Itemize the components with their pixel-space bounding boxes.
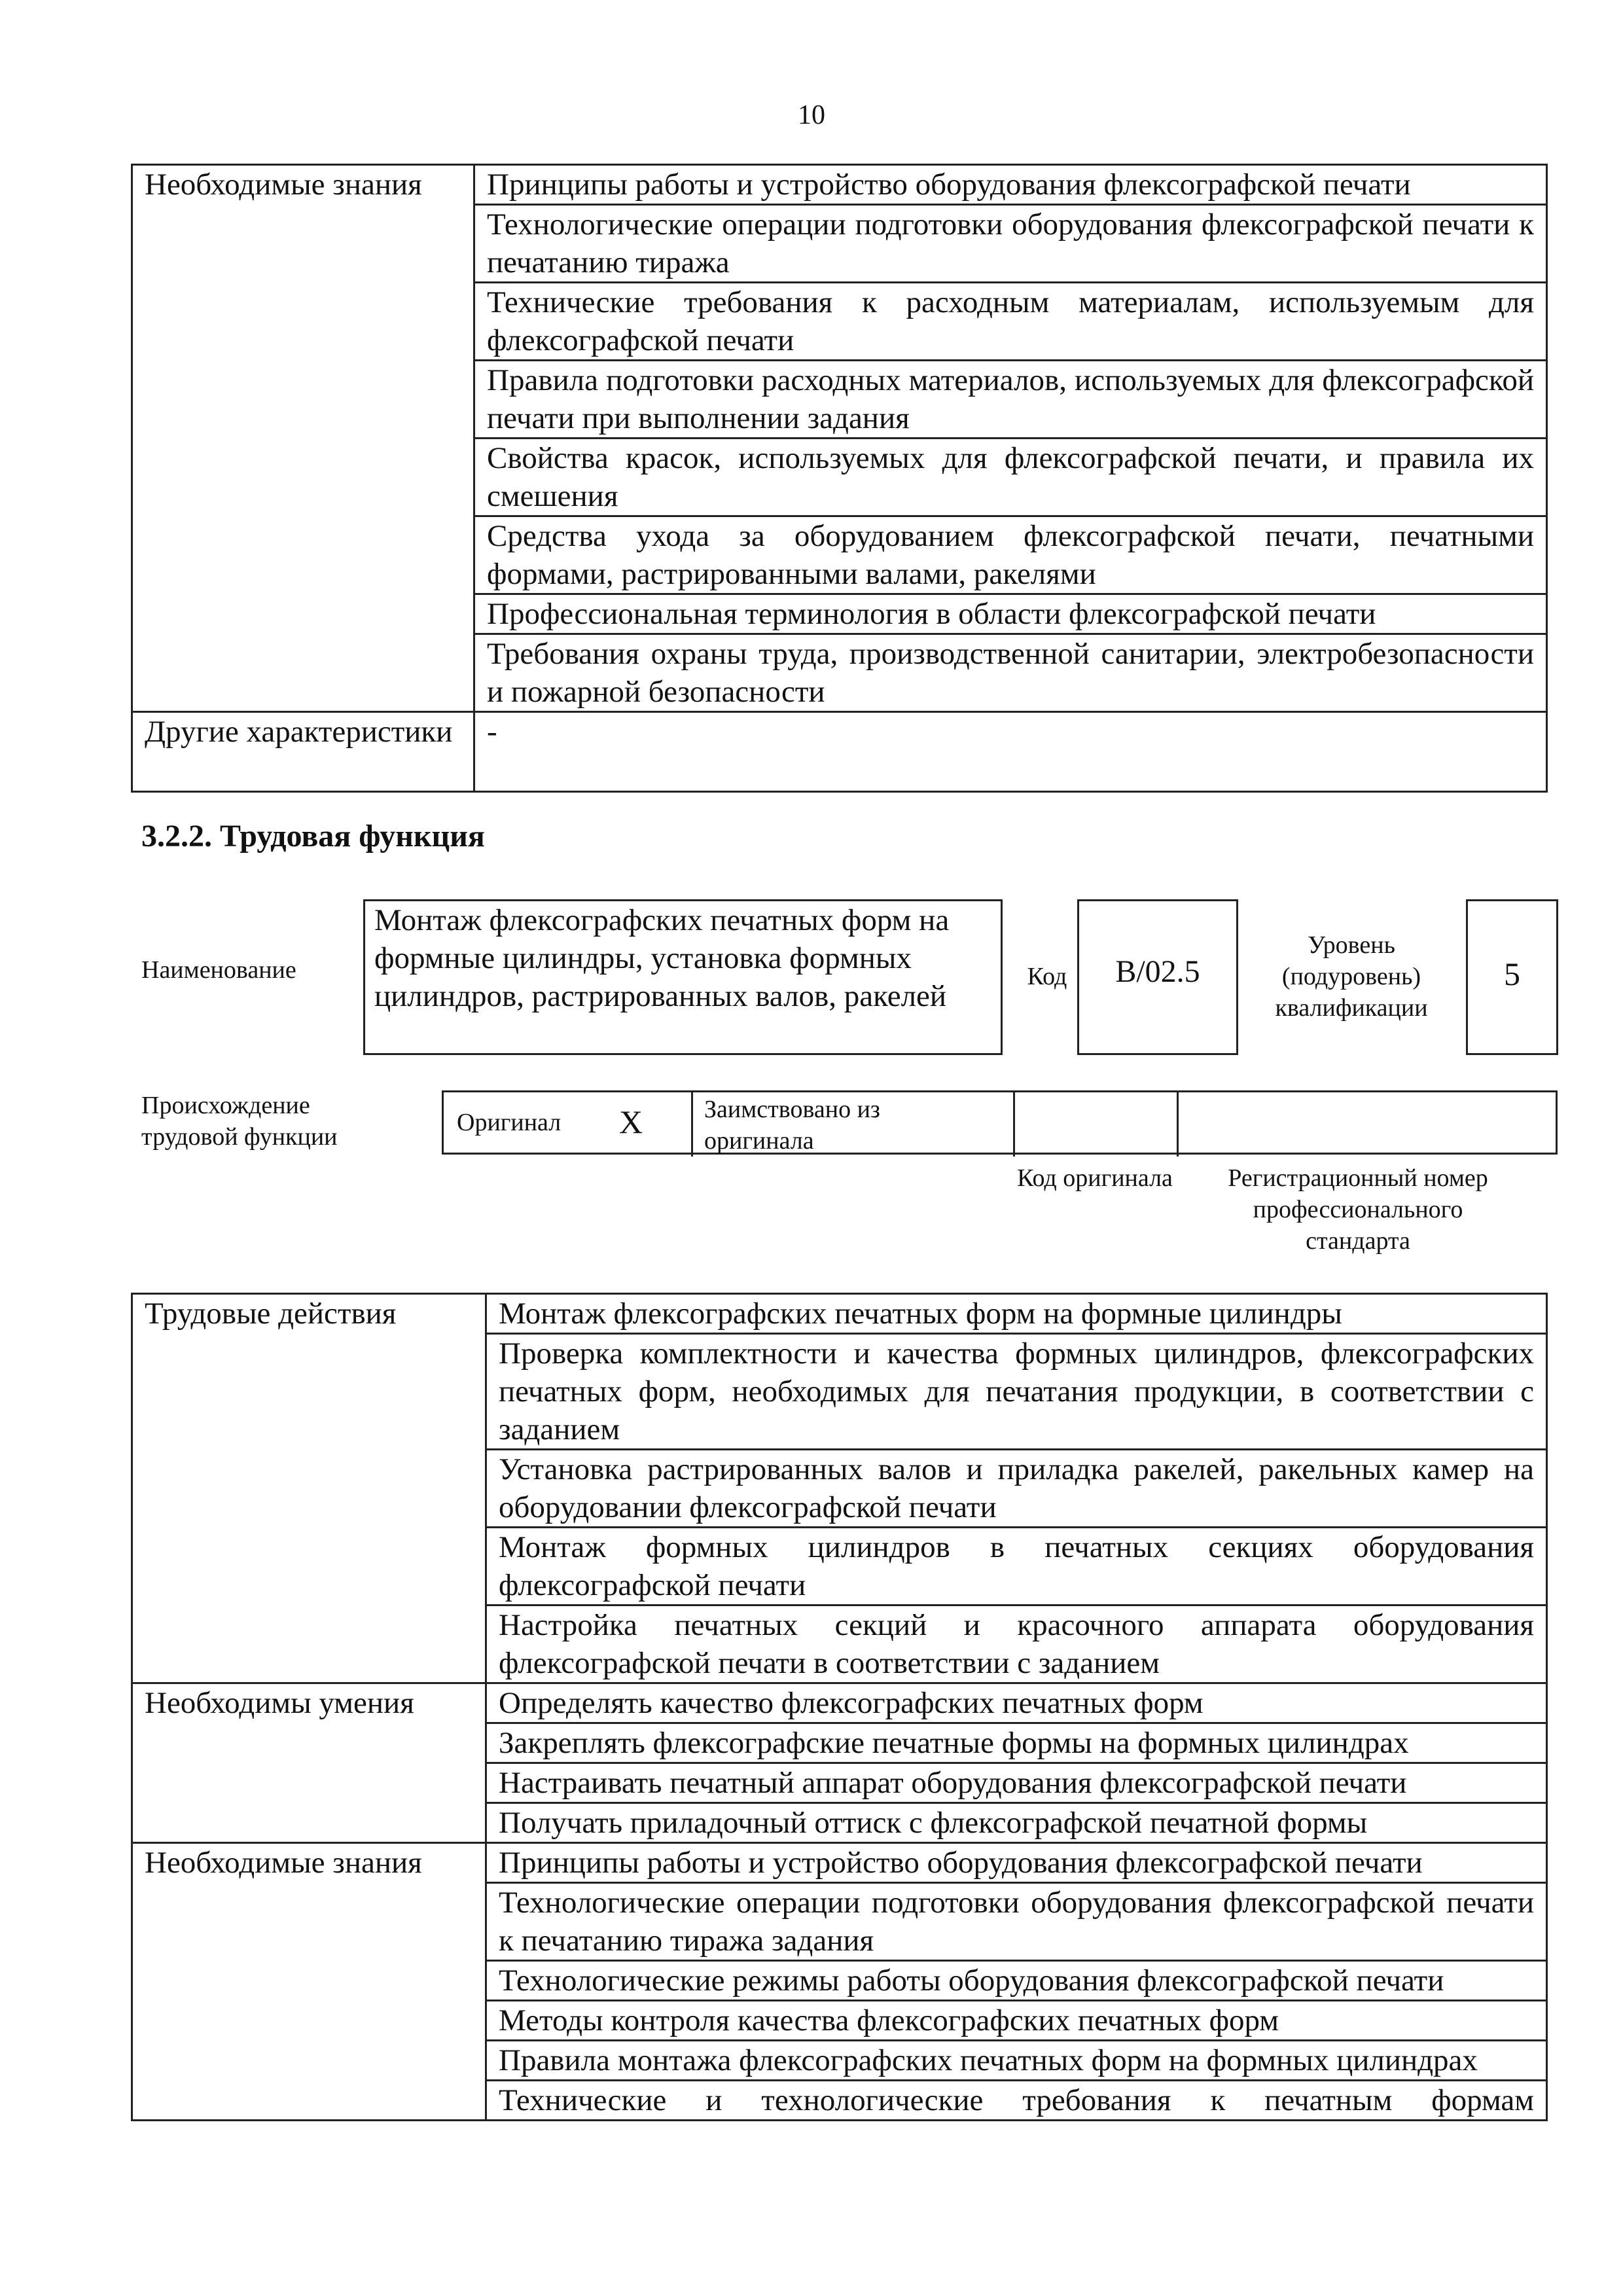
table-cell: Проверка комплектности и качества формных цилиндров, флексографских печатных форм, необходимых для печатания продукции, в соответствии с заданием <box>486 1334 1547 1450</box>
table-cell: Получать приладочный оттиск с флексографской печатной формы <box>486 1803 1547 1843</box>
origin-label: Происхождение трудовой функции <box>141 1092 338 1151</box>
table-cell: Технологические режимы работы оборудования флексографской печати <box>486 1961 1547 2001</box>
divider <box>1013 1092 1015 1157</box>
section-heading: 3.2.2. Трудовая функция <box>141 819 485 853</box>
row-label: Необходимые знания <box>132 1843 486 2121</box>
name-value-box <box>363 899 1003 1055</box>
table-cell: Профессиональная терминология в области флексографской печати <box>474 594 1547 634</box>
origin-mark: X <box>619 1103 643 1140</box>
code-label: Код <box>1027 963 1067 990</box>
divider <box>691 1092 693 1157</box>
level-value-box <box>1466 899 1558 1055</box>
table-cell: Определять качество флексографских печатных форм <box>486 1683 1547 1723</box>
origin-borrowed: Заимствовано из оригинала <box>704 1096 880 1155</box>
table-cell: Правила монтажа флексографских печатных форм на формных цилиндрах <box>486 2041 1547 2081</box>
name-value: Монтаж флексографских печатных форм на формные цилиндры, установка формных цилиндров, растрированных валов, ракелей <box>374 903 950 1013</box>
code-value-box <box>1077 899 1238 1055</box>
table-cell: Технологические операции подготовки оборудования флексографской печати к печатанию тиража <box>474 205 1547 283</box>
table-cell: Технические и технологические требования к печатным формам <box>486 2081 1547 2121</box>
requirements-table-bottom <box>131 1293 1548 2121</box>
origin-original: Оригинал <box>457 1109 562 1136</box>
row-label: Необходимы умения <box>132 1683 486 1843</box>
table-cell: Принципы работы и устройство оборудования флексографской печати <box>474 165 1547 205</box>
table-cell: Закреплять флексографские печатные формы на формных цилиндрах <box>486 1723 1547 1763</box>
page-number: 10 <box>798 100 825 130</box>
row-label: Необходимые знания <box>132 165 474 712</box>
table-cell: Установка растрированных валов и приладка ракелей, ракельных камер на оборудовании флексографской печати <box>486 1450 1547 1528</box>
table-cell: - <box>474 712 1547 792</box>
origin-table <box>442 1090 1558 1155</box>
name-label: Наименование <box>141 956 296 984</box>
row-label: Трудовые действия <box>132 1294 486 1683</box>
origin-code-caption: Код оригинала <box>1017 1164 1173 1192</box>
table-cell: Настройка печатных секций и красочного аппарата оборудования флексографской печати в соответствии с заданием <box>486 1605 1547 1683</box>
origin-reg-caption: Регистрационный номер профессионального стандарта <box>1228 1164 1488 1255</box>
table-cell: Технические требования к расходным материалам, используемым для флексографской печати <box>474 283 1547 361</box>
table-cell: Технологические операции подготовки оборудования флексографской печати к печатанию тиража задания <box>486 1883 1547 1961</box>
level-label: Уровень (подуровень) квалификации <box>1275 931 1428 1022</box>
table-cell: Требования охраны труда, производственной санитарии, электробезопасности и пожарной безопасности <box>474 634 1547 712</box>
table-cell: Средства ухода за оборудованием флексографской печати, печатными формами, растрированными валами, ракелями <box>474 516 1547 594</box>
table-cell: Правила подготовки расходных материалов, используемых для флексографской печати при выполнении задания <box>474 361 1547 439</box>
table-cell: Настраивать печатный аппарат оборудования флексографской печати <box>486 1763 1547 1803</box>
table-cell: Монтаж флексографских печатных форм на формные цилиндры <box>486 1294 1547 1334</box>
table-cell: Свойства красок, используемых для флексографской печати, и правила их смешения <box>474 439 1547 516</box>
table-cell: Принципы работы и устройство оборудования флексографской печати <box>486 1843 1547 1883</box>
table-cell: Монтаж формных цилиндров в печатных секциях оборудования флексографской печати <box>486 1528 1547 1605</box>
level-value: 5 <box>1504 956 1520 992</box>
requirements-table-top <box>131 164 1548 793</box>
table-cell: Методы контроля качества флексографских печатных форм <box>486 2001 1547 2041</box>
row-label: Другие характеристики <box>132 712 474 792</box>
code-value: B/02.5 <box>1115 954 1200 989</box>
divider <box>1177 1092 1179 1157</box>
